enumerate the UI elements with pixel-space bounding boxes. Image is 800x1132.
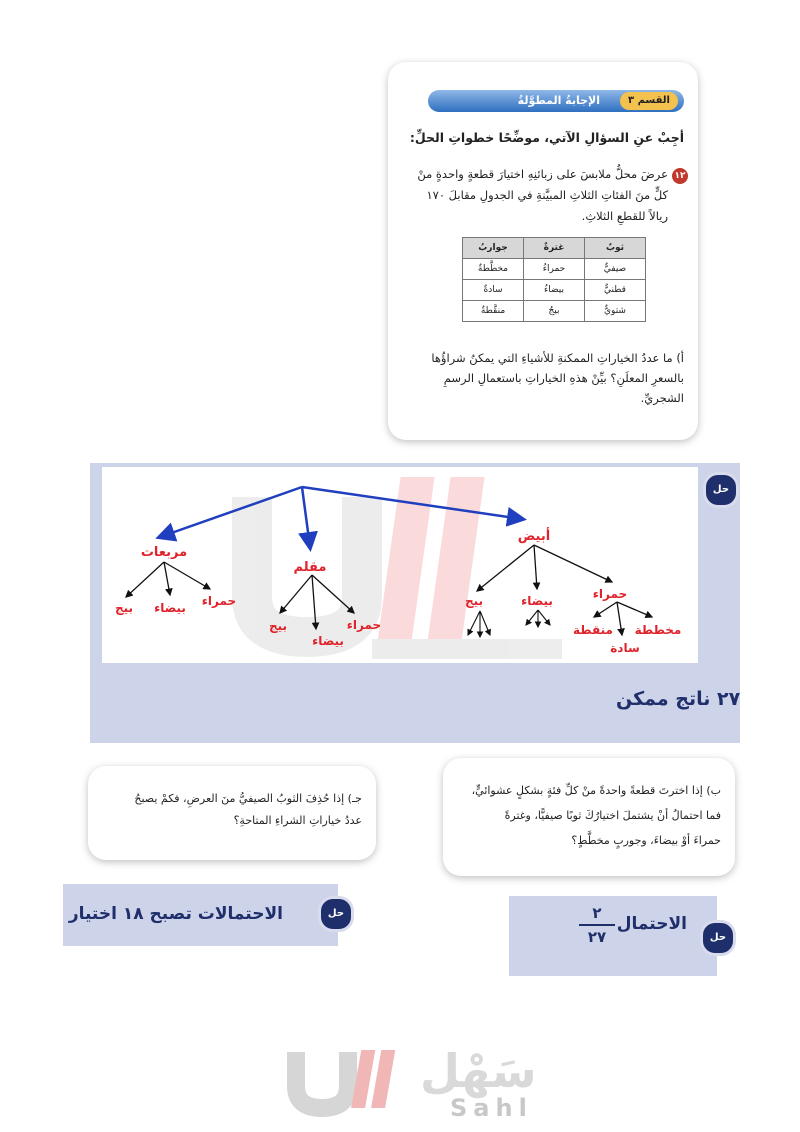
node-label-abyad: أبيض bbox=[517, 529, 551, 544]
node-label-bayj: بيج bbox=[114, 601, 134, 615]
node-label-muqallam: مقلم bbox=[293, 560, 327, 575]
branch-arrow bbox=[617, 602, 622, 635]
part-b-card bbox=[443, 758, 735, 876]
table-cell: بيجُ bbox=[524, 301, 585, 322]
node-label-hamra: حمراء bbox=[346, 618, 382, 632]
logo-latin-text: Sahl bbox=[450, 1094, 533, 1122]
answer-a-text: ٢٧ ناتج ممكن bbox=[616, 688, 741, 710]
node-label-bayda: بيضاء bbox=[521, 594, 553, 608]
node-label-bayj: بيج bbox=[464, 594, 484, 608]
table-cell: مخطَّطةٌ bbox=[463, 259, 524, 280]
sahl-logo-mark bbox=[282, 1046, 407, 1118]
part-a-text: أ) ما عددُ الخياراتِ الممكنةِ للأشياءِ التي يمكنُ شراؤُها بالسعرِ المعلَنِ؟ بيِّنْ هذهِ الخياراتِ باستعمالِ الرسمِ الشجريِّ. bbox=[431, 351, 684, 405]
question-card bbox=[388, 62, 698, 440]
table-cell: صيفيٌّ bbox=[585, 259, 646, 280]
probability-label: الاحتمال bbox=[616, 914, 687, 934]
section-title: الإجابةُ المطوَّلةُ bbox=[517, 94, 600, 107]
node-label-hamra: حمراء bbox=[592, 587, 628, 601]
branch-arrow bbox=[477, 545, 534, 591]
leaf-label-mukhattata: مخططة bbox=[634, 623, 682, 637]
table-row bbox=[463, 301, 646, 322]
table-header: جواربُ bbox=[463, 238, 524, 259]
probability-fraction bbox=[579, 904, 615, 946]
branch-arrow bbox=[126, 562, 164, 597]
branch-arrow bbox=[617, 602, 652, 617]
fraction-bar bbox=[579, 924, 615, 926]
branch-arrow bbox=[534, 545, 612, 582]
fraction-numerator: ٢ bbox=[592, 904, 602, 922]
table-cell: بيضاءُ bbox=[524, 280, 585, 301]
table-header: غترةٌ bbox=[524, 238, 585, 259]
part-b-line: فما احتمالُ أنْ يشتملَ اختيارُكَ ثوبًا صيفيًّا، وغترةً bbox=[504, 809, 721, 822]
part-c-line: جـ) إذا حُذِفَ الثوبُ الصيفيُّ منَ العرضِ، فكمْ يصبحُ bbox=[134, 792, 362, 805]
node-label-murabbaat: مربعات bbox=[140, 545, 188, 560]
solution-badge: حل bbox=[700, 920, 736, 956]
node-label-bayj: بيج bbox=[268, 619, 288, 633]
table-row bbox=[463, 280, 646, 301]
logo-arabic-text: سَهْل bbox=[420, 1044, 537, 1098]
node-label-bayda: بيضاء bbox=[312, 634, 344, 648]
branch-arrow bbox=[526, 610, 538, 625]
section-label: القسم ٣ bbox=[620, 92, 678, 110]
branch-arrow bbox=[280, 575, 312, 613]
part-c-line: عددُ خياراتِ الشراءِ المتاحةِ؟ bbox=[233, 814, 362, 827]
branch-arrow bbox=[480, 611, 490, 635]
table-cell: شتويٌّ bbox=[585, 301, 646, 322]
branch-arrow bbox=[468, 611, 480, 635]
part-c-card bbox=[88, 766, 376, 860]
branch-arrow bbox=[164, 562, 210, 589]
tree-diagram bbox=[102, 467, 698, 663]
table-cell: حمراءُ bbox=[524, 259, 585, 280]
question-text: عرضَ محلُّ ملابسَ على زبائنِهِ اختيارَ قطعةٍ واحدةٍ منْ كلٍّ منَ الفئاتِ الثلاثِ المبيَّنةِ في الجدولِ مقابلَ ١٧٠ ريالاً للقطعِ الثلاثِ. bbox=[417, 167, 668, 223]
node-label-bayda: بيضاء bbox=[154, 601, 186, 615]
table-header-row bbox=[463, 238, 646, 259]
table-cell: سادةٌ bbox=[463, 280, 524, 301]
section-header-bar bbox=[428, 90, 684, 112]
root-arrow bbox=[302, 487, 310, 547]
solution-badge: حل bbox=[318, 896, 354, 932]
leaf-label-munaqqata: منقطة bbox=[573, 623, 613, 637]
question-instruction: أجِبْ عنِ السؤالِ الآتي، موضِّحًا خطواتِ الحلِّ: bbox=[409, 130, 684, 145]
fraction-denominator: ٢٧ bbox=[587, 928, 607, 946]
table-header: ثوبٌ bbox=[585, 238, 646, 259]
node-label-hamra: حمراء bbox=[201, 594, 237, 608]
table-cell: منقَّطةٌ bbox=[463, 301, 524, 322]
solution-badge: حل bbox=[703, 472, 739, 508]
table-cell: قطنيٌّ bbox=[585, 280, 646, 301]
branch-arrow bbox=[534, 545, 537, 589]
part-b-line: حمراءَ أوْ بيضاءَ، وجوربٍ مخطَّطٍ؟ bbox=[571, 834, 721, 847]
part-b-line: ب) إذا اخترتَ قطعةً واحدةً منْ كلِّ فئةٍ بشكلٍ عشوائيٍّ، bbox=[471, 784, 721, 797]
branch-arrow bbox=[164, 562, 170, 595]
part-c-answer-panel bbox=[63, 884, 338, 946]
part-c-answer: الاحتمالات تصبح ١٨ اختيار bbox=[68, 904, 283, 924]
branch-arrow bbox=[538, 610, 550, 625]
root-arrow bbox=[160, 487, 302, 537]
options-table bbox=[462, 237, 646, 322]
tree-diagram-area bbox=[102, 467, 698, 663]
branch-arrow bbox=[594, 602, 617, 617]
table-row bbox=[463, 259, 646, 280]
question-number: ١٢ bbox=[672, 168, 688, 184]
leaf-label-sada: سادة bbox=[610, 641, 640, 655]
part-b-answer-panel bbox=[509, 896, 717, 976]
